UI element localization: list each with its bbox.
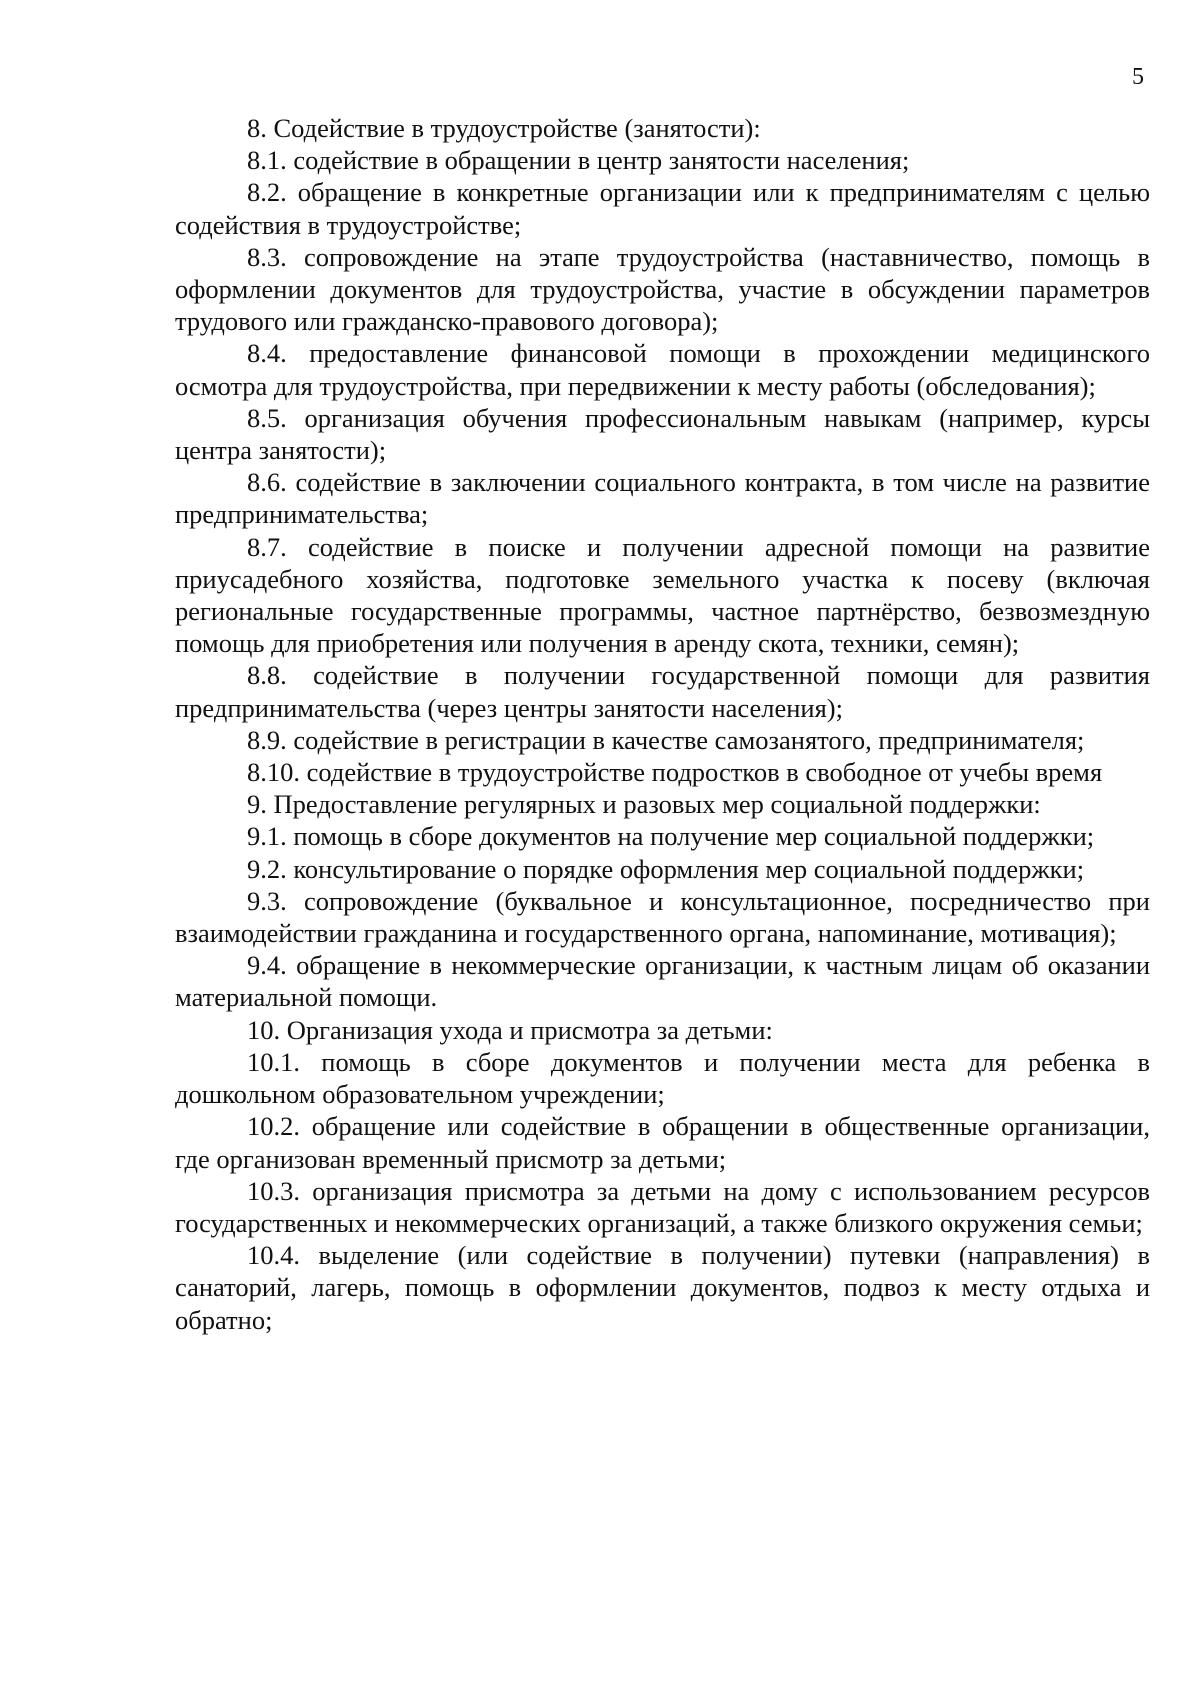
list-item-8-10: 8.10. содействие в трудоустройстве подростков в свободное от учебы время — [247, 757, 1103, 788]
list-item-10-1: 10.1. помощь в сборе документов и получении места для ребенка в дошкольном образовательном учреждении; — [175, 1046, 1150, 1110]
list-item-8-1: 8.1. содействие в обращении в центр занятости населения; — [247, 145, 910, 176]
section-heading-8: 8. Содействие в трудоустройстве (занятости): — [247, 113, 761, 143]
document-body — [175, 112, 1150, 1336]
list-item-8-6: 8.6. содействие в заключении социального контракта, в том числе на развитие предпринимательства; — [175, 467, 1150, 530]
list-item-9-1: 9.1. помощь в сборе документов на получение мер социальной поддержки; — [247, 821, 1095, 852]
list-item-10-2: 10.2. обращение или содействие в обращении в общественные организации, где организован временный присмотр за детьми; — [175, 1111, 1150, 1174]
list-item-8-8: 8.8. содействие в получении государственной помощи для развития предпринимательства (через центры занятости населения); — [175, 660, 1150, 723]
list-item-8-7: 8.7. содействие в поиске и получении адресной помощи на развитие приусадебного хозяйства, подготовке земельного участка к посеву (включая региональные государственные программы, частное партнёрство, безвозмездную помощь для приобретения или получения в аренду скота, техники, семян); — [175, 531, 1150, 659]
list-item-8-2: 8.2. обращение в конкретные организации или к предпринимателям с целью содействия в трудоустройстве; — [175, 177, 1150, 240]
list-item-8-9: 8.9. содействие в регистрации в качестве самозанятого, предпринимателя; — [247, 724, 1085, 755]
page-number: 5 — [1132, 64, 1144, 90]
list-item-10-4: 10.4. выделение (или содействие в получении) путевки (направления) в санаторий, лагерь, помощь в оформлении документов, подвоз к месту отдыха и обратно; — [175, 1240, 1150, 1335]
list-item-8-3: 8.3. сопровождение на этапе трудоустройства (наставничество, помощь в оформлении документов для трудоустройства, участие в обсуждении параметров трудового или гражданско-правового договора); — [175, 241, 1150, 337]
list-item-9-2: 9.2. консультирование о порядке оформления мер социальной поддержки; — [247, 853, 1085, 884]
section-heading-9: 9. Предоставление регулярных и разовых мер социальной поддержки: — [247, 789, 1041, 820]
list-item-8-5: 8.5. организация обучения профессиональным навыкам (например, курсы центра занятости); — [175, 402, 1150, 466]
section-heading-10: 10. Организация ухода и присмотра за детьми: — [247, 1014, 773, 1045]
list-item-8-4: 8.4. предоставление финансовой помощи в прохождении медицинского осмотра для трудоустройства, при передвижении к месту работы (обследования); — [175, 338, 1150, 401]
list-item-9-3: 9.3. сопровождение (буквальное и консультационное, посредничество при взаимодействии гражданина и государственного органа, напоминание, мотивация); — [175, 885, 1150, 949]
list-item-10-3: 10.3. организация присмотра за детьми на дому с использованием ресурсов государственных и некоммерческих организаций, а также близкого окружения семьи; — [175, 1175, 1150, 1238]
list-item-9-4: 9.4. обращение в некоммерческие организации, к частным лицам об оказании материальной помощи. — [175, 950, 1150, 1013]
